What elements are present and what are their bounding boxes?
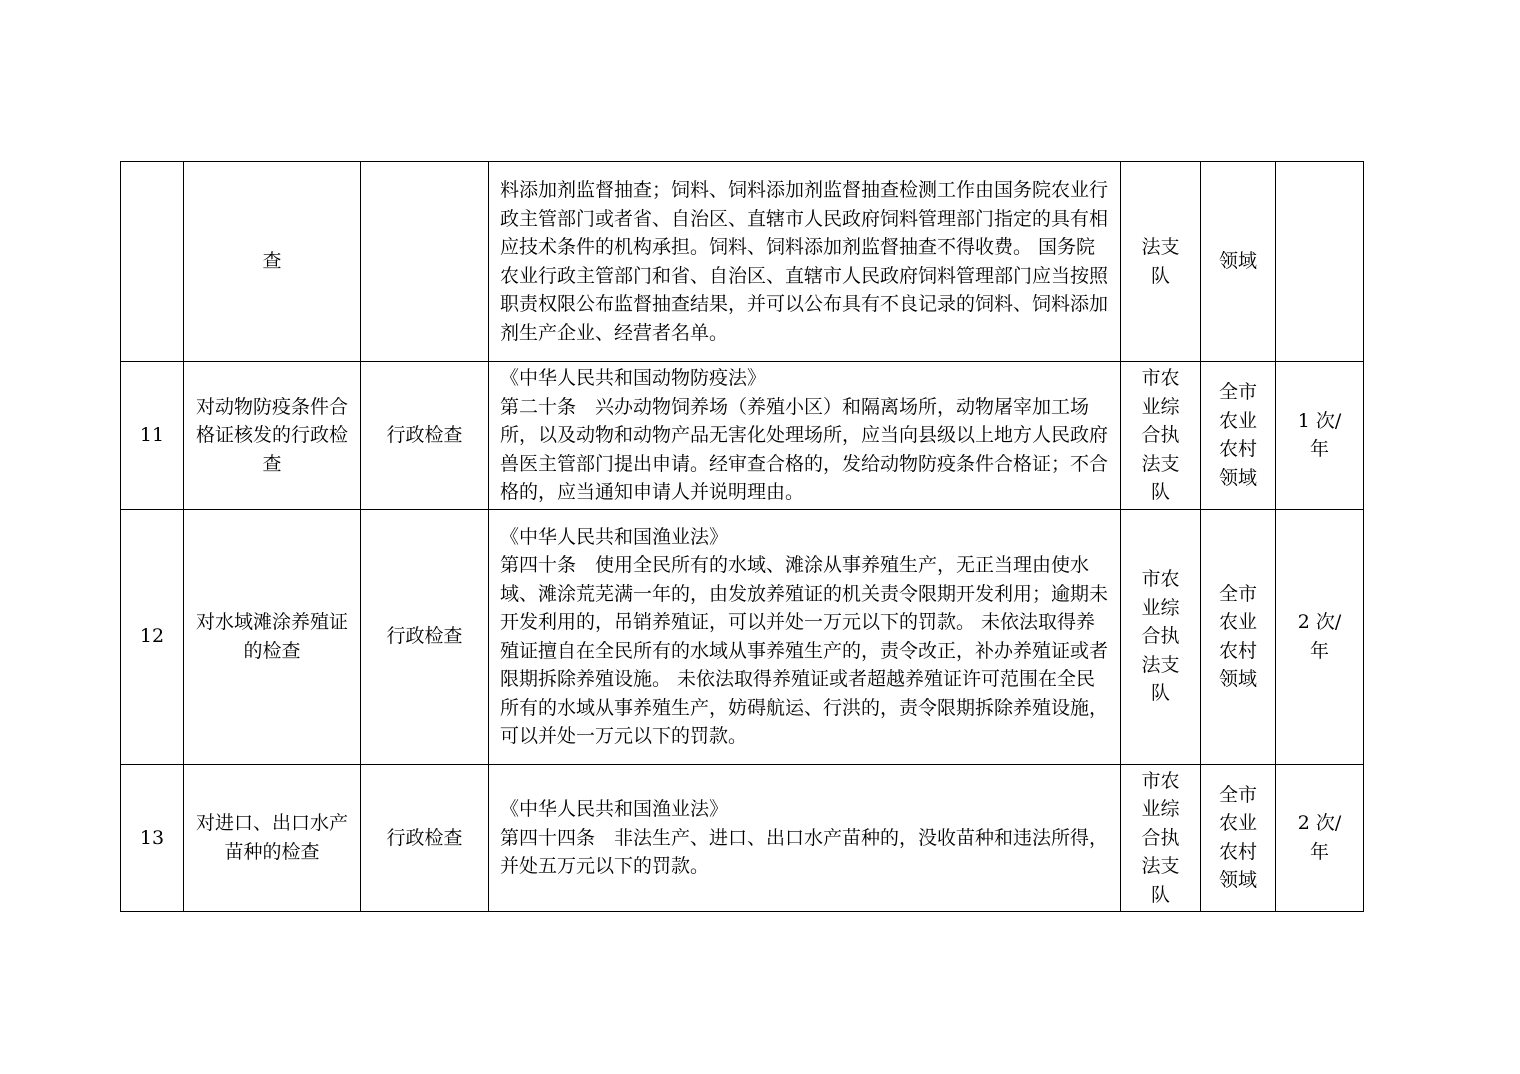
responsible-dept: 市农业综合执法支队 — [1121, 509, 1201, 764]
law-title: 《中华人民共和国渔业法》 — [500, 525, 729, 548]
row-number: 12 — [121, 509, 184, 764]
inspection-frequency: 2 次/年 — [1276, 509, 1364, 764]
inspection-category: 行政检查 — [361, 362, 489, 510]
legal-basis-text: 第四十四条 非法生产、进口、出口水产苗种的，没收苗种和违法所得，并处五万元以下的罚款。 — [500, 826, 1109, 877]
responsible-dept: 市农业综合执法支队 — [1121, 362, 1201, 510]
legal-basis-text: 第四十条 使用全民所有的水域、滩涂从事养殖生产，无正当理由使水域、滩涂荒芜满一年的，由发放养殖证的机关责令限期开发利用；逾期未开发利用的，吊销养殖证，可以并处一万元以下的罚款。 未依法取得养殖证擅自在全民所有的水域从事养殖生产的，责令改正，补办养殖证或者限期拆除养殖设施。 未依法取得养殖证或者超越养殖证许可范围在全民所有的水域从事养殖生产，妨碍航运、行洪的，责令限期拆除养殖设施，可以并处一万元以下的罚款。 — [500, 554, 1109, 747]
inspection-item: 对进口、出口水产苗种的检查 — [184, 764, 361, 912]
inspection-category: 行政检查 — [361, 764, 489, 912]
law-title: 《中华人民共和国渔业法》 — [500, 798, 729, 820]
table-row — [121, 509, 1364, 764]
legal-basis — [489, 162, 1121, 362]
row-number: 11 — [121, 362, 184, 510]
table-row — [121, 162, 1364, 362]
legal-basis-text: 第二十条 兴办动物饲养场（养殖小区）和隔离场所，动物屠宰加工场所，以及动物和动物产品无害化处理场所，应当向县级以上地方人民政府兽医主管部门提出申请。经审查合格的，发给动物防疫条件合格证；不合格的，应当通知申请人并说明理由。 — [500, 395, 1109, 503]
responsible-dept: 市农业综合执法支队 — [1121, 764, 1201, 912]
inspection-scope: 全市农业农村领域 — [1201, 764, 1276, 912]
table-row — [121, 362, 1364, 510]
inspection-item: 查 — [184, 162, 361, 362]
inspection-scope: 全市农业农村领域 — [1201, 509, 1276, 764]
legal-basis — [489, 509, 1121, 764]
table-row — [121, 764, 1364, 912]
row-number: 13 — [121, 764, 184, 912]
inspection-category: 行政检查 — [361, 509, 489, 764]
inspection-frequency: 1 次/年 — [1276, 362, 1364, 510]
row-number — [121, 162, 184, 362]
inspection-category — [361, 162, 489, 362]
legal-basis-text: 料添加剂监督抽查；饲料、饲料添加剂监督抽查检测工作由国务院农业行政主管部门或者省、自治区、直辖市人民政府饲料管理部门指定的具有相应技术条件的机构承担。饲料、饲料添加剂监督抽查不得收费。 国务院农业行政主管部门和省、自治区、直辖市人民政府饲料管理部门应当按照职责权限公布监督抽查结果，并可以公布具有不良记录的饲料、饲料添加剂生产企业、经营者名单。 — [500, 179, 1109, 344]
inspection-table — [120, 161, 1364, 912]
inspection-frequency — [1276, 162, 1364, 362]
inspection-frequency: 2 次/年 — [1276, 764, 1364, 912]
inspection-item: 对水域滩涂养殖证的检查 — [184, 509, 361, 764]
legal-basis — [489, 764, 1121, 912]
responsible-dept: 法支队 — [1121, 162, 1201, 362]
inspection-scope: 领域 — [1201, 162, 1276, 362]
inspection-item: 对动物防疫条件合格证核发的行政检查 — [184, 362, 361, 510]
law-title: 《中华人民共和国动物防疫法》 — [500, 367, 767, 389]
legal-basis — [489, 362, 1121, 510]
inspection-scope: 全市农业农村领域 — [1201, 362, 1276, 510]
